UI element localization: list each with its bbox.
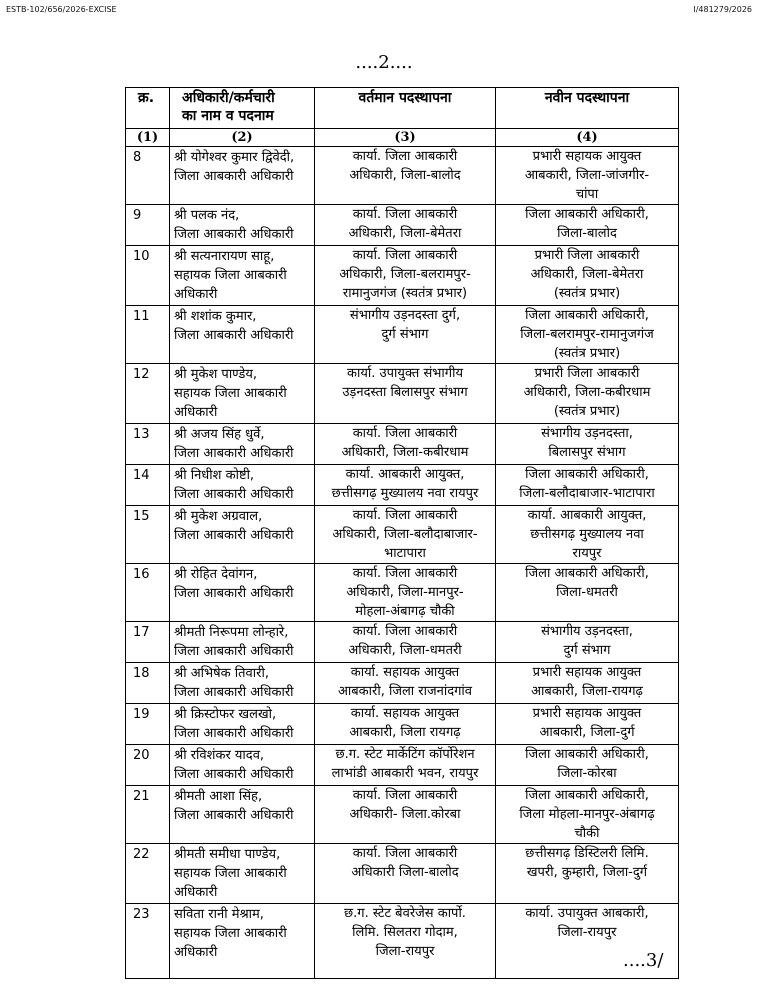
index-cell: (3) (315, 129, 496, 147)
serial-cell: 8 (126, 147, 170, 205)
new-posting-cell: कार्या. उपायुक्त आबकारी, जिला-रायपुर (496, 904, 679, 979)
serial-cell: 9 (126, 205, 170, 246)
new-posting-cell: प्रभारी सहायक आयुक्त आबकारी, जिला-जांजगीर- चांपा (496, 147, 679, 205)
header-current-posting: वर्तमान पदस्थापना (315, 88, 496, 129)
serial-cell: 23 (126, 904, 170, 979)
new-posting-cell: प्रभारी सहायक आयुक्त आबकारी, जिला-रायगढ़ (496, 663, 679, 704)
header-new-posting: नवीन पदस्थापना (496, 88, 679, 129)
name-cell: श्री क्रिस्टोफर खलखो, जिला आबकारी अधिकारी (170, 704, 315, 745)
table-row (126, 663, 679, 704)
current-posting-cell: कार्या. जिला आबकारी अधिकारी, जिला-बलौदाबाजार- भाटापारा (315, 506, 496, 564)
name-cell: श्री शशांक कुमार, जिला आबकारी अधिकारी (170, 306, 315, 364)
table-row (126, 745, 679, 786)
header-serial: क्र. (126, 88, 170, 129)
current-posting-cell: कार्या. जिला आबकारी अधिकारी- जिला.कोरबा (315, 786, 496, 844)
name-cell: श्री मुकेश अग्रवाल, जिला आबकारी अधिकारी (170, 506, 315, 564)
new-posting-cell: जिला आबकारी अधिकारी, जिला-बलौदाबाजार-भाटापारा (496, 465, 679, 506)
serial-cell: 18 (126, 663, 170, 704)
transfer-table (125, 87, 679, 979)
new-posting-cell: संभागीय उड़नदस्ता, दुर्ग संभाग (496, 622, 679, 663)
table-row (126, 786, 679, 844)
serial-cell: 11 (126, 306, 170, 364)
serial-cell: 13 (126, 424, 170, 465)
current-posting-cell: कार्या. आबकारी आयुक्त, छत्तीसगढ़ मुख्यालय नवा रायपुर (315, 465, 496, 506)
current-posting-cell: कार्या. जिला आबकारी अधिकारी, जिला-बलरामपुर- रामानुजगंज (स्वतंत्र प्रभार) (315, 246, 496, 306)
current-posting-cell: कार्या. जिला आबकारी अधिकारी, जिला-धमतरी (315, 622, 496, 663)
table-row (126, 364, 679, 424)
table-row (126, 205, 679, 246)
current-posting-cell: कार्या. जिला आबकारी अधिकारी, जिला-कबीरधाम (315, 424, 496, 465)
document-reference-right: I/481279/2026 (693, 5, 752, 14)
new-posting-cell: प्रभारी सहायक आयुक्त आबकारी, जिला-दुर्ग (496, 704, 679, 745)
new-posting-cell: जिला आबकारी अधिकारी, जिला मोहला-मानपुर-अंबागढ़ चौकी (496, 786, 679, 844)
current-posting-cell: छ.ग. स्टेट बेवरेजेस कार्पो. लिमि. सिलतरा गोदाम, जिला-रायपुर (315, 904, 496, 979)
new-posting-cell: कार्या. आबकारी आयुक्त, छत्तीसगढ़ मुख्यालय नवा रायपुर (496, 506, 679, 564)
current-posting-cell: छ.ग. स्टेट मार्केटिंग कॉर्पोरेशन लाभांडी आबकारी भवन, रायपुर (315, 745, 496, 786)
serial-cell: 19 (126, 704, 170, 745)
serial-cell: 17 (126, 622, 170, 663)
name-cell: श्री पलक नंद, जिला आबकारी अधिकारी (170, 205, 315, 246)
table-row (126, 844, 679, 904)
serial-cell: 10 (126, 246, 170, 306)
current-posting-cell: कार्या. सहायक आयुक्त आबकारी, जिला रायगढ़ (315, 704, 496, 745)
serial-cell: 12 (126, 364, 170, 424)
serial-cell: 14 (126, 465, 170, 506)
table-row (126, 506, 679, 564)
table-row (126, 704, 679, 745)
table-row (126, 564, 679, 622)
index-cell: (2) (170, 129, 315, 147)
current-posting-cell: कार्या. जिला आबकारी अधिकारी, जिला-बालोद (315, 147, 496, 205)
index-cell: (1) (126, 129, 170, 147)
table-header-row (126, 88, 679, 129)
table-row (126, 306, 679, 364)
current-posting-cell: संभागीय उड़नदस्ता दुर्ग, दुर्ग संभाग (315, 306, 496, 364)
new-posting-cell: प्रभारी जिला आबकारी अधिकारी, जिला-बेमेतरा (स्वतंत्र प्रभार) (496, 246, 679, 306)
current-posting-cell: कार्या. जिला आबकारी अधिकारी, जिला-बेमेतरा (315, 205, 496, 246)
document-reference-left: ESTB-102/656/2026-EXCISE (6, 5, 117, 14)
name-cell: श्रीमती निरूपमा लोन्हारे, जिला आबकारी अधिकारी (170, 622, 315, 663)
serial-cell: 22 (126, 844, 170, 904)
table-row (126, 424, 679, 465)
header-name-designation: अधिकारी/कर्मचारी का नाम व पदनाम (170, 88, 315, 129)
table-index-row (126, 129, 679, 147)
new-posting-cell: संभागीय उड़नदस्ता, बिलासपुर संभाग (496, 424, 679, 465)
name-cell: श्री योगेश्वर कुमार द्विवेदी, जिला आबकारी अधिकारी (170, 147, 315, 205)
table-row (126, 465, 679, 506)
table-row (126, 904, 679, 979)
name-cell: श्री सत्यनारायण साहू, सहायक जिला आबकारी अधिकारी (170, 246, 315, 306)
current-posting-cell: कार्या. जिला आबकारी अधिकारी, जिला-मानपुर- मोहला-अंबागढ़ चौकी (315, 564, 496, 622)
new-posting-cell: प्रभारी जिला आबकारी अधिकारी, जिला-कबीरधाम (स्वतंत्र प्रभार) (496, 364, 679, 424)
name-cell: श्री अजय सिंह धुर्वे, जिला आबकारी अधिकारी (170, 424, 315, 465)
new-posting-cell: जिला आबकारी अधिकारी, जिला-बलरामपुर-रामानुजगंज (स्वतंत्र प्रभार) (496, 306, 679, 364)
name-cell: श्री निधीश कोष्टी, जिला आबकारी अधिकारी (170, 465, 315, 506)
new-posting-cell: जिला आबकारी अधिकारी, जिला-बालोद (496, 205, 679, 246)
table-row (126, 147, 679, 205)
serial-cell: 21 (126, 786, 170, 844)
next-page-marker: ....3/ (623, 950, 664, 971)
current-posting-cell: कार्या. सहायक आयुक्त आबकारी, जिला राजनांदगांव (315, 663, 496, 704)
page-marker: ....2.... (355, 52, 413, 73)
name-cell: श्रीमती आशा सिंह, जिला आबकारी अधिकारी (170, 786, 315, 844)
table-row (126, 246, 679, 306)
name-cell: श्रीमती समीधा पाण्डेय, सहायक जिला आबकारी अधिकारी (170, 844, 315, 904)
table-row (126, 622, 679, 663)
new-posting-cell: जिला आबकारी अधिकारी, जिला-कोरबा (496, 745, 679, 786)
serial-cell: 15 (126, 506, 170, 564)
serial-cell: 16 (126, 564, 170, 622)
new-posting-cell: छत्तीसगढ़ डिस्टिलरी लिमि. खपरी, कुम्हारी, जिला-दुर्ग (496, 844, 679, 904)
new-posting-cell: जिला आबकारी अधिकारी, जिला-धमतरी (496, 564, 679, 622)
name-cell: श्री रविशंकर यादव, जिला आबकारी अधिकारी (170, 745, 315, 786)
name-cell: श्री रोहित देवांगन, जिला आबकारी अधिकारी (170, 564, 315, 622)
serial-cell: 20 (126, 745, 170, 786)
index-cell: (4) (496, 129, 679, 147)
current-posting-cell: कार्या. जिला आबकारी अधिकारी जिला-बालोद (315, 844, 496, 904)
current-posting-cell: कार्या. उपायुक्त संभागीय उड़नदस्ता बिलासपुर संभाग (315, 364, 496, 424)
name-cell: सविता रानी मेश्राम, सहायक जिला आबकारी अधिकारी (170, 904, 315, 979)
name-cell: श्री अभिषेक तिवारी, जिला आबकारी अधिकारी (170, 663, 315, 704)
name-cell: श्री मुकेश पाण्डेय, सहायक जिला आबकारी अधिकारी (170, 364, 315, 424)
